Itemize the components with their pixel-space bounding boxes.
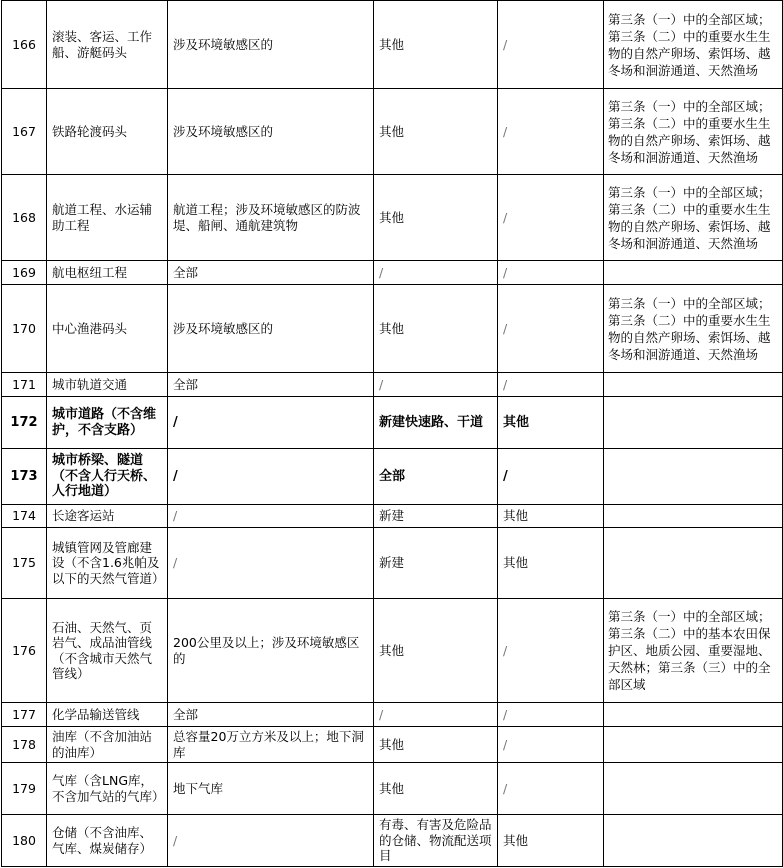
category-b-cell: / [498, 175, 604, 261]
category-b-cell: 其他 [498, 397, 604, 449]
category-b-cell: 其他 [498, 505, 604, 528]
category-a-cell: 其他 [374, 175, 498, 261]
row-number: 177 [2, 703, 47, 727]
project-name: 滚装、客运、工作船、游艇码头 [47, 1, 168, 89]
category-b-cell: / [498, 373, 604, 397]
scope-cell: 全部 [168, 261, 374, 285]
sensitive-area-cell [604, 815, 783, 867]
category-a-cell: 有毒、有害及危险品的仓储、物流配送项目 [374, 815, 498, 867]
sensitive-area-cell [604, 763, 783, 815]
project-name: 城市轨道交通 [47, 373, 168, 397]
row-number: 176 [2, 599, 47, 703]
project-table [1, 0, 783, 867]
category-a-cell: 其他 [374, 1, 498, 89]
category-a-cell: 全部 [374, 449, 498, 505]
table-row [2, 261, 783, 285]
sensitive-area-cell [604, 727, 783, 763]
table-row [2, 175, 783, 261]
row-number: 169 [2, 261, 47, 285]
row-number: 173 [2, 449, 47, 505]
category-b-cell: / [498, 763, 604, 815]
scope-cell: 全部 [168, 703, 374, 727]
sensitive-area-cell [604, 449, 783, 505]
scope-cell: / [168, 528, 374, 599]
table-row [2, 505, 783, 528]
sensitive-area-cell: 第三条（一）中的全部区域；第三条（二）中的重要水生生物的自然产卵场、索饵场、越冬场和洄游通道、天然渔场 [604, 1, 783, 89]
sensitive-area-cell [604, 528, 783, 599]
category-b-cell: 其他 [498, 528, 604, 599]
category-b-cell: / [498, 285, 604, 373]
scope-cell: 总容量20万立方米及以上；地下洞库 [168, 727, 374, 763]
project-name: 航电枢纽工程 [47, 261, 168, 285]
category-a-cell: / [374, 261, 498, 285]
sensitive-area-cell [604, 505, 783, 528]
table-row [2, 599, 783, 703]
sensitive-area-cell [604, 261, 783, 285]
category-a-cell: 其他 [374, 727, 498, 763]
row-number: 178 [2, 727, 47, 763]
category-b-cell: 其他 [498, 815, 604, 867]
category-b-cell: / [498, 703, 604, 727]
row-number: 175 [2, 528, 47, 599]
table-row [2, 373, 783, 397]
scope-cell: / [168, 397, 374, 449]
category-b-cell: / [498, 727, 604, 763]
table-row [2, 1, 783, 89]
sensitive-area-cell [604, 373, 783, 397]
project-name: 城市道路（不含维护，不含支路） [47, 397, 168, 449]
project-name: 城镇管网及管廊建设（不含1.6兆帕及以下的天然气管道） [47, 528, 168, 599]
project-name: 铁路轮渡码头 [47, 89, 168, 175]
category-a-cell: 其他 [374, 599, 498, 703]
sensitive-area-cell [604, 703, 783, 727]
table-row [2, 397, 783, 449]
row-number: 179 [2, 763, 47, 815]
row-number: 174 [2, 505, 47, 528]
row-number: 180 [2, 815, 47, 867]
sensitive-area-cell [604, 397, 783, 449]
project-name: 化学品输送管线 [47, 703, 168, 727]
scope-cell: / [168, 449, 374, 505]
sensitive-area-cell: 第三条（一）中的全部区域；第三条（二）中的重要水生生物的自然产卵场、索饵场、越冬场和洄游通道、天然渔场 [604, 175, 783, 261]
row-number: 167 [2, 89, 47, 175]
project-name: 仓储（不含油库、气库、煤炭储存） [47, 815, 168, 867]
table-row [2, 763, 783, 815]
category-b-cell: / [498, 261, 604, 285]
project-name: 航道工程、水运辅助工程 [47, 175, 168, 261]
row-number: 168 [2, 175, 47, 261]
row-number: 172 [2, 397, 47, 449]
project-name: 城市桥梁、隧道（不含人行天桥、人行地道） [47, 449, 168, 505]
category-a-cell: 新建 [374, 505, 498, 528]
table-row [2, 449, 783, 505]
project-name: 中心渔港码头 [47, 285, 168, 373]
table-row [2, 528, 783, 599]
project-name: 长途客运站 [47, 505, 168, 528]
scope-cell: 200公里及以上；涉及环境敏感区的 [168, 599, 374, 703]
row-number: 170 [2, 285, 47, 373]
table-row [2, 727, 783, 763]
table-row [2, 703, 783, 727]
category-a-cell: 其他 [374, 763, 498, 815]
category-a-cell: 其他 [374, 285, 498, 373]
scope-cell: 全部 [168, 373, 374, 397]
sensitive-area-cell: 第三条（一）中的全部区域；第三条（二）中的重要水生生物的自然产卵场、索饵场、越冬场和洄游通道、天然渔场 [604, 89, 783, 175]
category-b-cell: / [498, 1, 604, 89]
scope-cell: 涉及环境敏感区的 [168, 89, 374, 175]
category-a-cell: / [374, 703, 498, 727]
table-row [2, 285, 783, 373]
sensitive-area-cell: 第三条（一）中的全部区域；第三条（二）中的基本农田保护区、地质公园、重要湿地、天然林；第三条（三）中的全部区域 [604, 599, 783, 703]
scope-cell: 地下气库 [168, 763, 374, 815]
scope-cell: 涉及环境敏感区的 [168, 1, 374, 89]
category-b-cell: / [498, 599, 604, 703]
category-b-cell: / [498, 449, 604, 505]
project-name: 气库（含LNG库，不含加气站的气库） [47, 763, 168, 815]
scope-cell: 航道工程；涉及环境敏感区的防波堤、船闸、通航建筑物 [168, 175, 374, 261]
category-a-cell: 新建快速路、干道 [374, 397, 498, 449]
row-number: 171 [2, 373, 47, 397]
project-name: 石油、天然气、页岩气、成品油管线（不含城市天然气管线） [47, 599, 168, 703]
category-a-cell: / [374, 373, 498, 397]
category-a-cell: 其他 [374, 89, 498, 175]
scope-cell: / [168, 505, 374, 528]
scope-cell: / [168, 815, 374, 867]
category-a-cell: 新建 [374, 528, 498, 599]
sensitive-area-cell: 第三条（一）中的全部区域；第三条（二）中的重要水生生物的自然产卵场、索饵场、越冬场和洄游通道、天然渔场 [604, 285, 783, 373]
row-number: 166 [2, 1, 47, 89]
project-name: 油库（不含加油站的油库） [47, 727, 168, 763]
table-row [2, 89, 783, 175]
category-b-cell: / [498, 89, 604, 175]
table-row [2, 815, 783, 867]
scope-cell: 涉及环境敏感区的 [168, 285, 374, 373]
